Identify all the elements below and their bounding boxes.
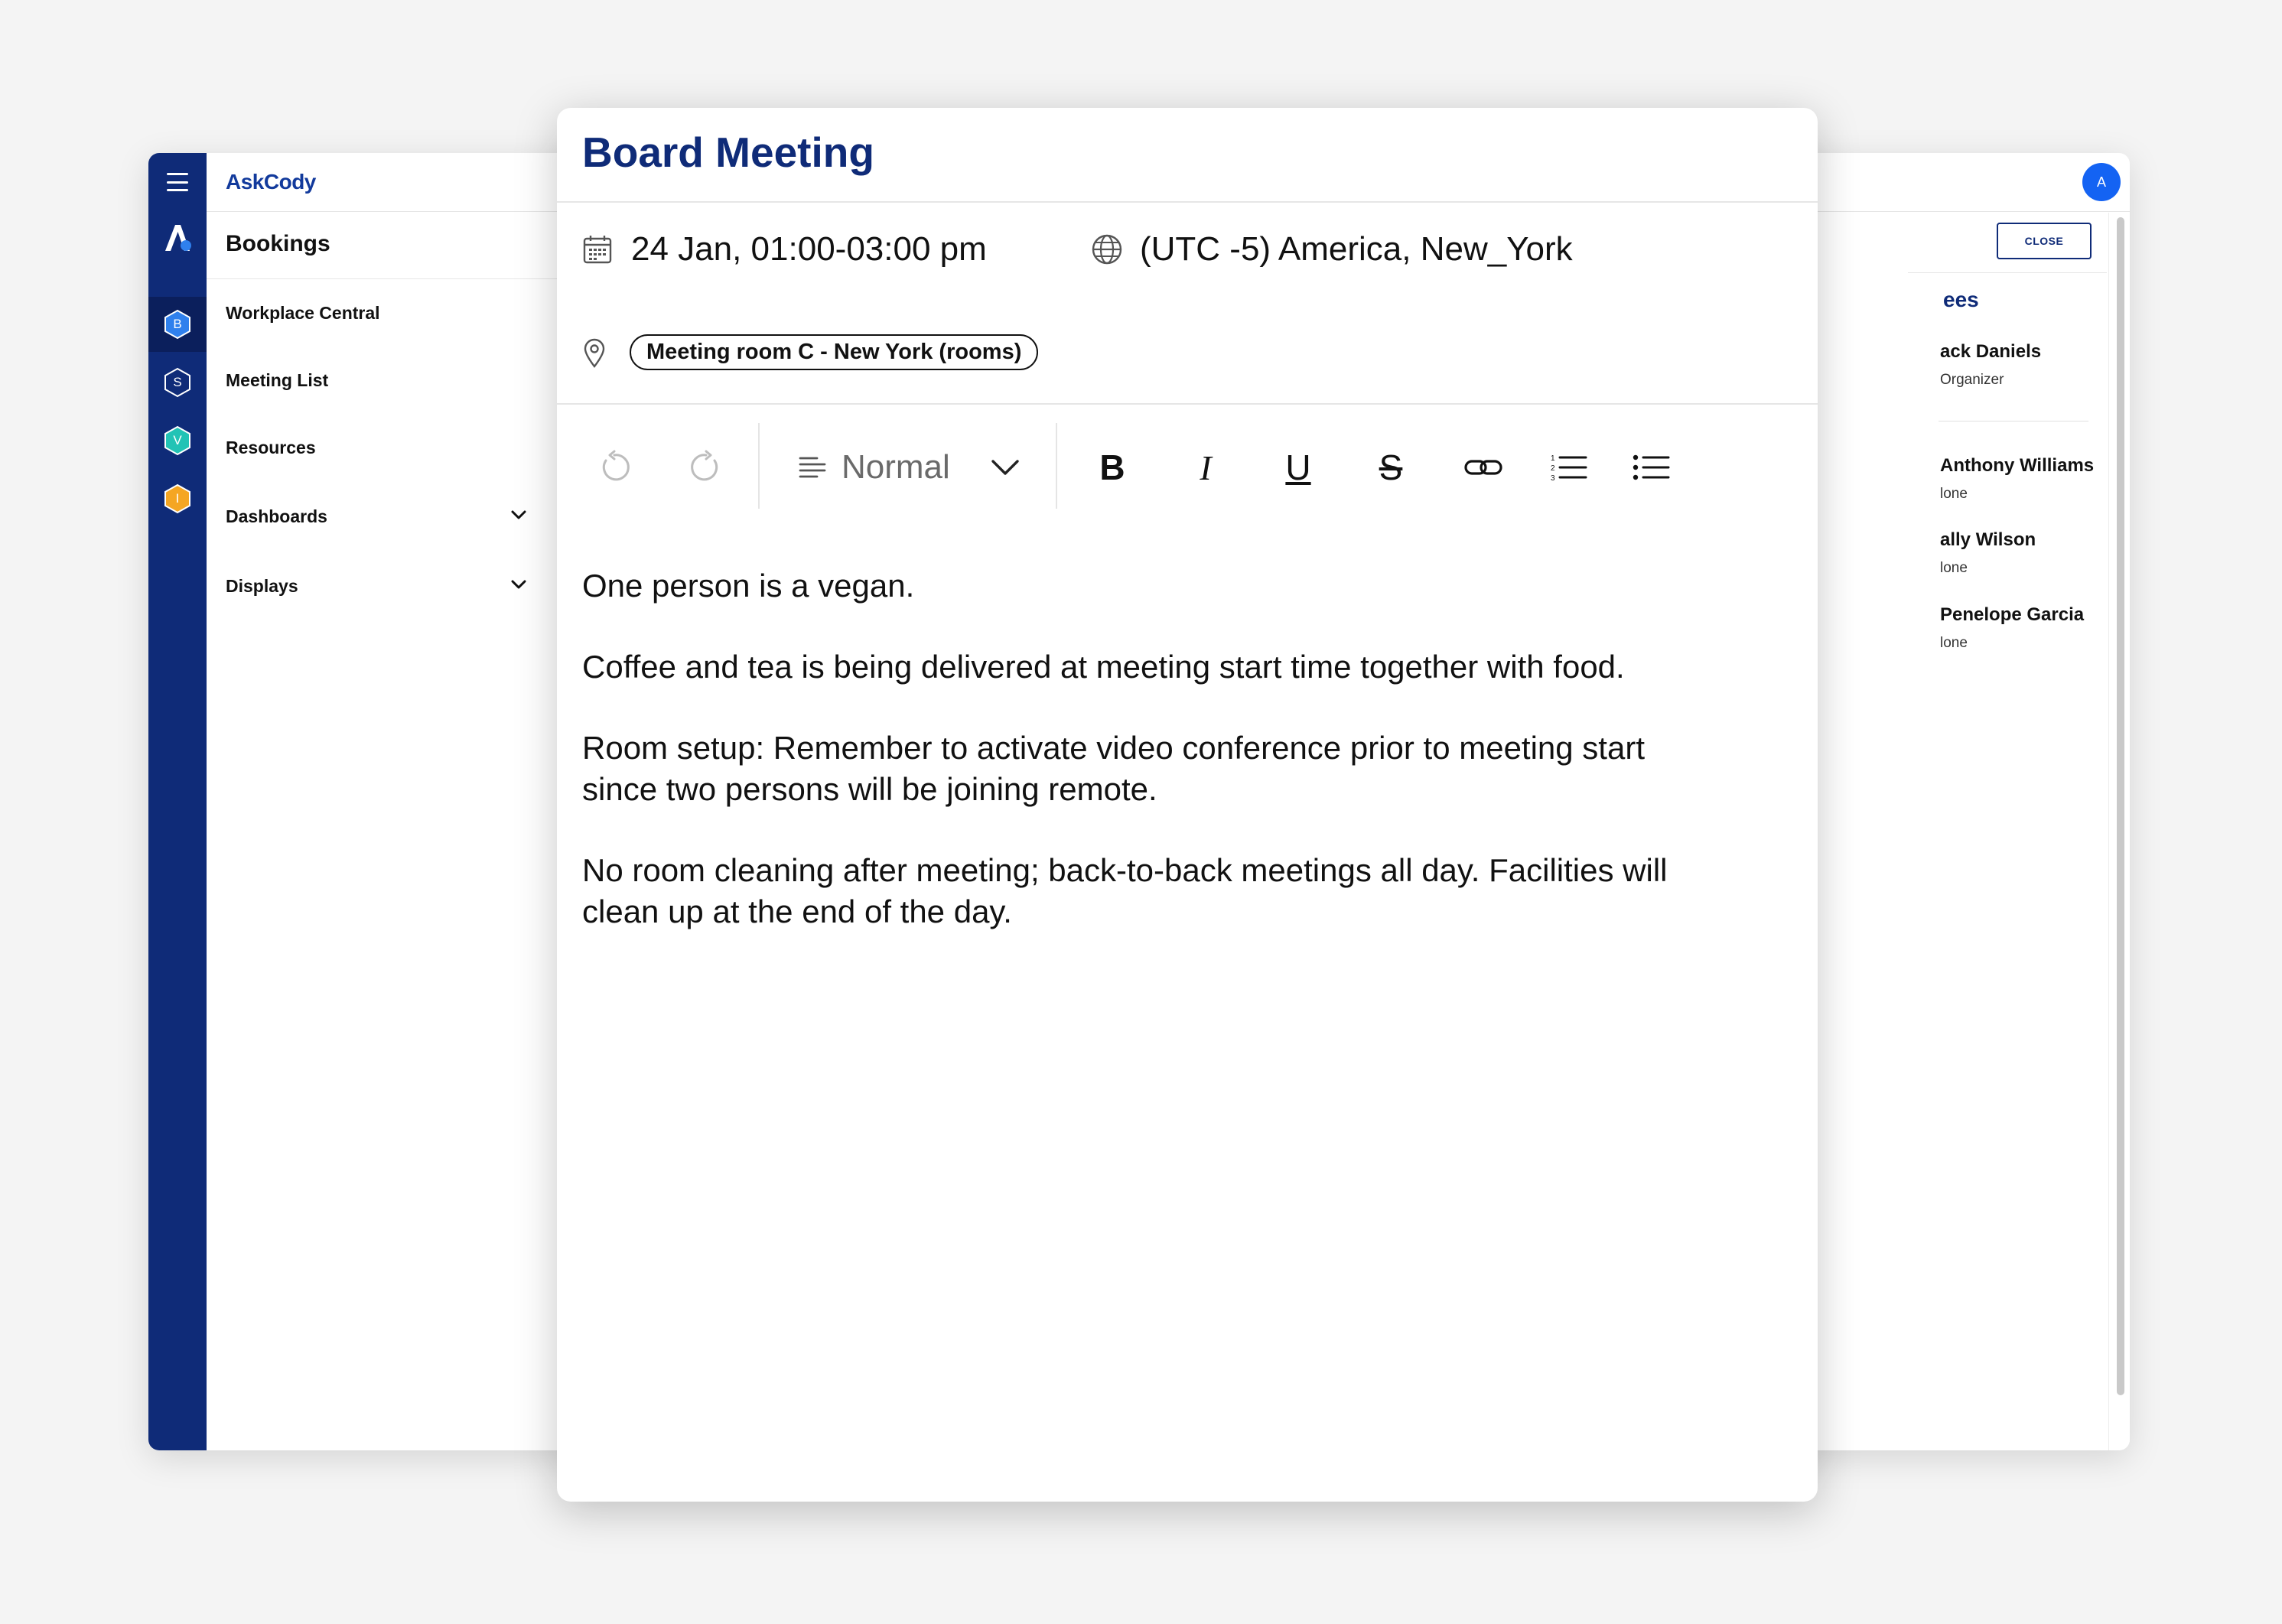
- chevron-down-icon: [510, 509, 527, 520]
- rail-app-s[interactable]: [148, 355, 207, 410]
- user-avatar[interactable]: A: [2082, 163, 2121, 201]
- attendee-role: lone: [1940, 486, 1968, 502]
- attendee-role: lone: [1940, 635, 1968, 651]
- scrollbar-thumb[interactable]: [2117, 217, 2124, 1395]
- location-chip[interactable]: Meeting room C - New York (rooms): [630, 334, 1038, 370]
- nav-item-meeting-list[interactable]: Meeting List: [226, 370, 329, 390]
- bold-icon: B: [1099, 447, 1125, 487]
- svg-text:2: 2: [1551, 464, 1555, 473]
- rail-app-bookings[interactable]: [148, 297, 207, 352]
- italic-button[interactable]: [1175, 414, 1236, 521]
- sidebar: [207, 153, 567, 1450]
- svg-text:1: 1: [1551, 454, 1555, 463]
- nav-item-workplace-central[interactable]: Workplace Central: [226, 303, 380, 323]
- nav-item-displays[interactable]: Displays: [226, 576, 547, 597]
- italic-icon: I: [1200, 447, 1212, 487]
- ordered-list-icon: [1549, 452, 1587, 483]
- bold-button[interactable]: [1082, 414, 1143, 521]
- strikethrough-button[interactable]: [1360, 414, 1421, 521]
- menu-icon[interactable]: [167, 173, 188, 191]
- hexagon-s-icon: S: [162, 367, 193, 398]
- hexagon-b-icon: B: [162, 309, 193, 340]
- hexagon-v-icon: V: [162, 425, 193, 456]
- meeting-location: [582, 334, 1038, 370]
- chevron-down-icon: [510, 579, 527, 590]
- redo-button[interactable]: [672, 414, 741, 521]
- redo-icon: [689, 450, 724, 485]
- text-style-select[interactable]: Normal: [786, 414, 1069, 521]
- chevron-down-icon: [990, 457, 1021, 477]
- attendee-name[interactable]: Penelope Garcia: [1940, 604, 2085, 625]
- rail-app-i[interactable]: [148, 471, 207, 526]
- note-paragraph: No room cleaning after meeting; back-to-back meetings all day. Facilities will clean up at the end of the day.: [582, 852, 1668, 929]
- meeting-timezone[interactable]: (UTC -5) America, New_York: [1091, 230, 1573, 268]
- bullet-list-button[interactable]: [1620, 414, 1681, 521]
- note-paragraph: One person is a vegan.: [582, 568, 915, 604]
- hexagon-i-icon: I: [162, 483, 193, 514]
- globe-icon: [1091, 233, 1123, 265]
- attendee-name[interactable]: Anthony Williams: [1940, 455, 2095, 476]
- app-rail: [148, 153, 207, 1450]
- link-button[interactable]: [1453, 414, 1514, 521]
- undo-icon: [597, 450, 632, 485]
- note-paragraph: Coffee and tea is being delivered at meeting start time together with food.: [582, 649, 1625, 685]
- ordered-list-button[interactable]: [1538, 414, 1599, 521]
- meeting-title: Board Meeting: [582, 129, 874, 176]
- close-button[interactable]: CLOSE: [1997, 223, 2092, 259]
- calendar-icon: [582, 234, 613, 265]
- nav-item-resources[interactable]: Resources: [226, 438, 316, 457]
- underline-button[interactable]: [1268, 414, 1329, 521]
- attendee-name[interactable]: ally Wilson: [1940, 529, 2036, 550]
- text-style-icon: [797, 454, 828, 480]
- notes-editor[interactable]: [582, 565, 1684, 972]
- attendee-role: lone: [1940, 560, 1968, 576]
- attendee-name[interactable]: ack Daniels: [1940, 341, 2042, 362]
- nav-item-dashboards[interactable]: Dashboards: [226, 506, 547, 527]
- rail-app-v[interactable]: [148, 413, 207, 468]
- undo-button[interactable]: [580, 414, 649, 521]
- underline-icon: U: [1285, 447, 1311, 487]
- askcody-logo-icon: [162, 222, 194, 254]
- bullet-list-icon: [1632, 452, 1670, 483]
- attendees-heading: ees: [1943, 288, 1979, 311]
- section-title: Bookings: [226, 231, 330, 256]
- brand-wordmark[interactable]: AskCody: [226, 170, 316, 194]
- meeting-modal: [557, 108, 1818, 1502]
- strikethrough-icon: S: [1379, 447, 1403, 487]
- meeting-datetime[interactable]: 24 Jan, 01:00-03:00 pm: [582, 230, 987, 268]
- note-paragraph: Room setup: Remember to activate video conference prior to meeting start since two persons will be joining remote.: [582, 730, 1645, 807]
- location-pin-icon: [582, 337, 607, 368]
- editor-toolbar: [557, 414, 1818, 521]
- svg-text:3: 3: [1551, 474, 1555, 483]
- attendee-role: Organizer: [1940, 372, 2004, 388]
- link-icon: [1463, 456, 1503, 479]
